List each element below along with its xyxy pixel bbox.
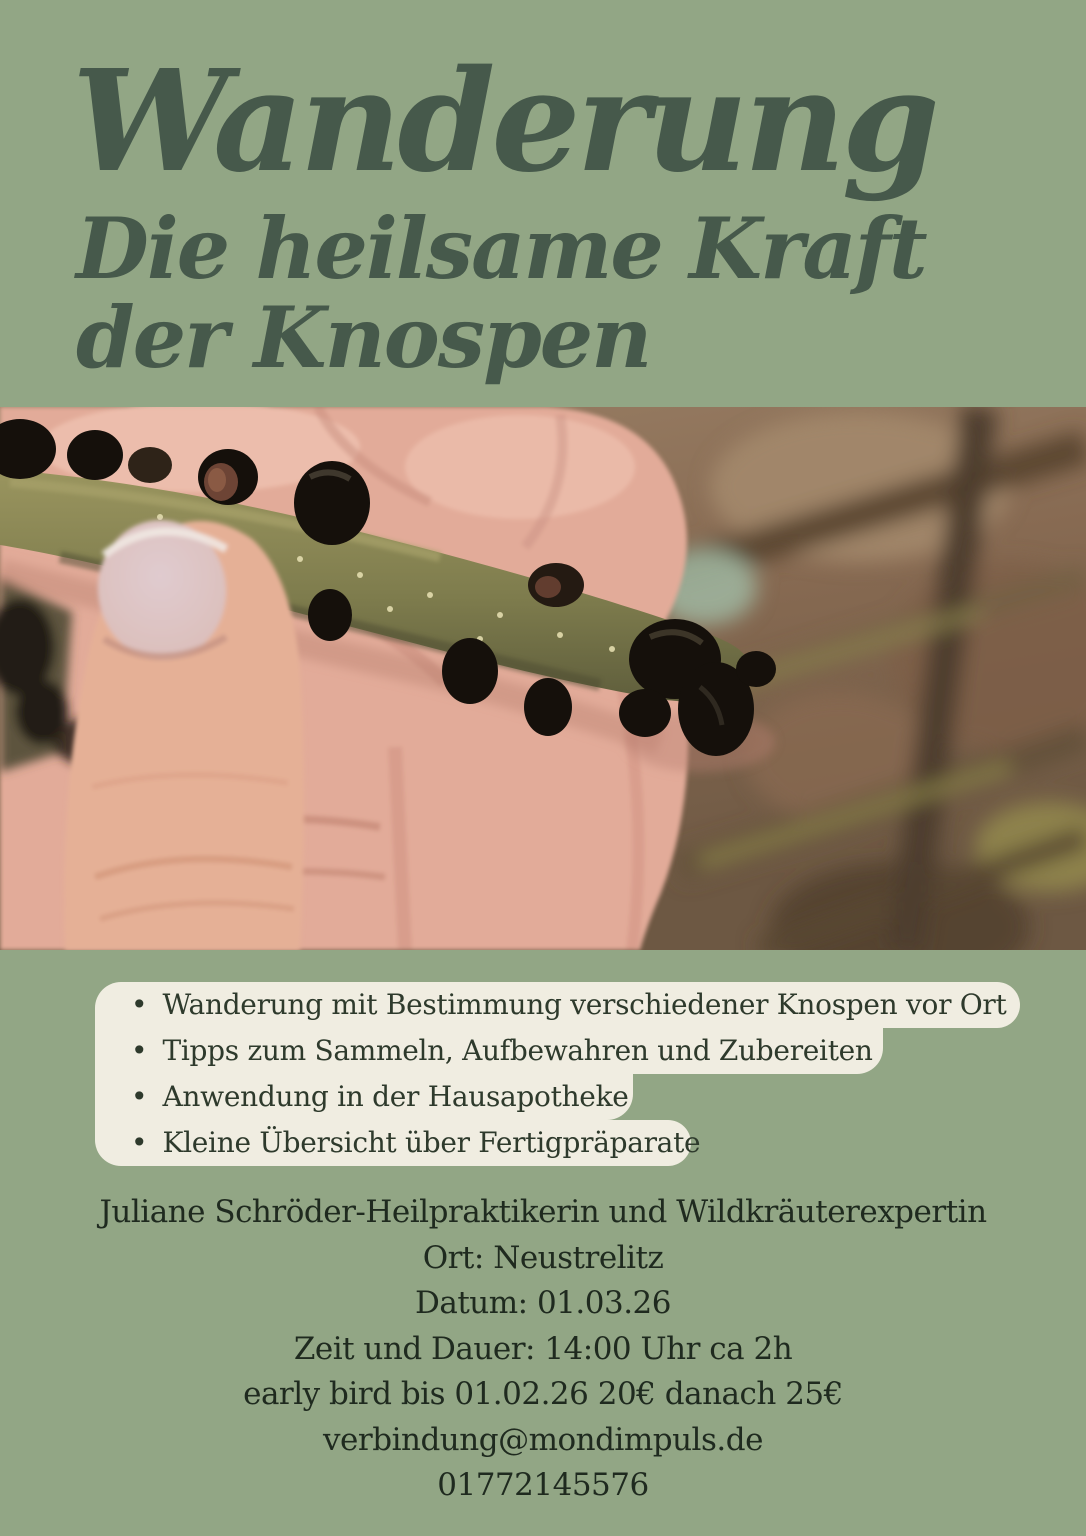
presenter-line: Juliane Schröder-Heilpraktikerin und Wildkräuterexpertin — [99, 1194, 987, 1230]
bullet-card — [95, 982, 1020, 1166]
bullet-dot: • — [131, 988, 148, 1021]
bullet-text: Kleine Übersicht über Fertigpräparate — [162, 1126, 701, 1159]
hand-twig-photo-illustration — [0, 407, 1086, 950]
location-line: Ort: Neustrelitz — [422, 1239, 664, 1276]
bullet-item — [95, 1074, 633, 1120]
phone-line: 01772145576 — [437, 1467, 649, 1503]
bullet-item — [95, 1028, 883, 1074]
email-line: verbindung@mondimpuls.de — [323, 1421, 763, 1458]
bullet-dot: • — [131, 1126, 148, 1159]
poster-subtitle — [76, 199, 926, 388]
event-photo — [0, 407, 1086, 950]
event-details — [0, 1190, 1086, 1509]
bullet-dot: • — [131, 1080, 148, 1113]
price-line: early bird bis 01.02.26 20€ danach 25€ — [243, 1376, 843, 1412]
bullet-item — [95, 982, 1020, 1028]
bullet-item — [95, 1120, 701, 1166]
poster-title: Wanderung — [72, 40, 936, 204]
bullet-dot: • — [131, 1034, 148, 1067]
bullet-text: Wanderung mit Bestimmung verschiedener Knospen vor Ort — [162, 988, 1007, 1021]
poster-subtitle-line1: Die heilsame Kraft — [76, 199, 926, 298]
time-line: Zeit und Dauer: 14:00 Uhr ca 2h — [293, 1330, 793, 1367]
date-line: Datum: 01.03.26 — [415, 1285, 671, 1321]
photo-thumb — [64, 513, 304, 950]
poster-subtitle-line2: der Knospen — [76, 288, 651, 388]
bullet-text: Tipps zum Sammeln, Aufbewahren und Zubereiten — [162, 1034, 873, 1067]
bullet-text: Anwendung in der Hausapotheke — [162, 1080, 629, 1113]
